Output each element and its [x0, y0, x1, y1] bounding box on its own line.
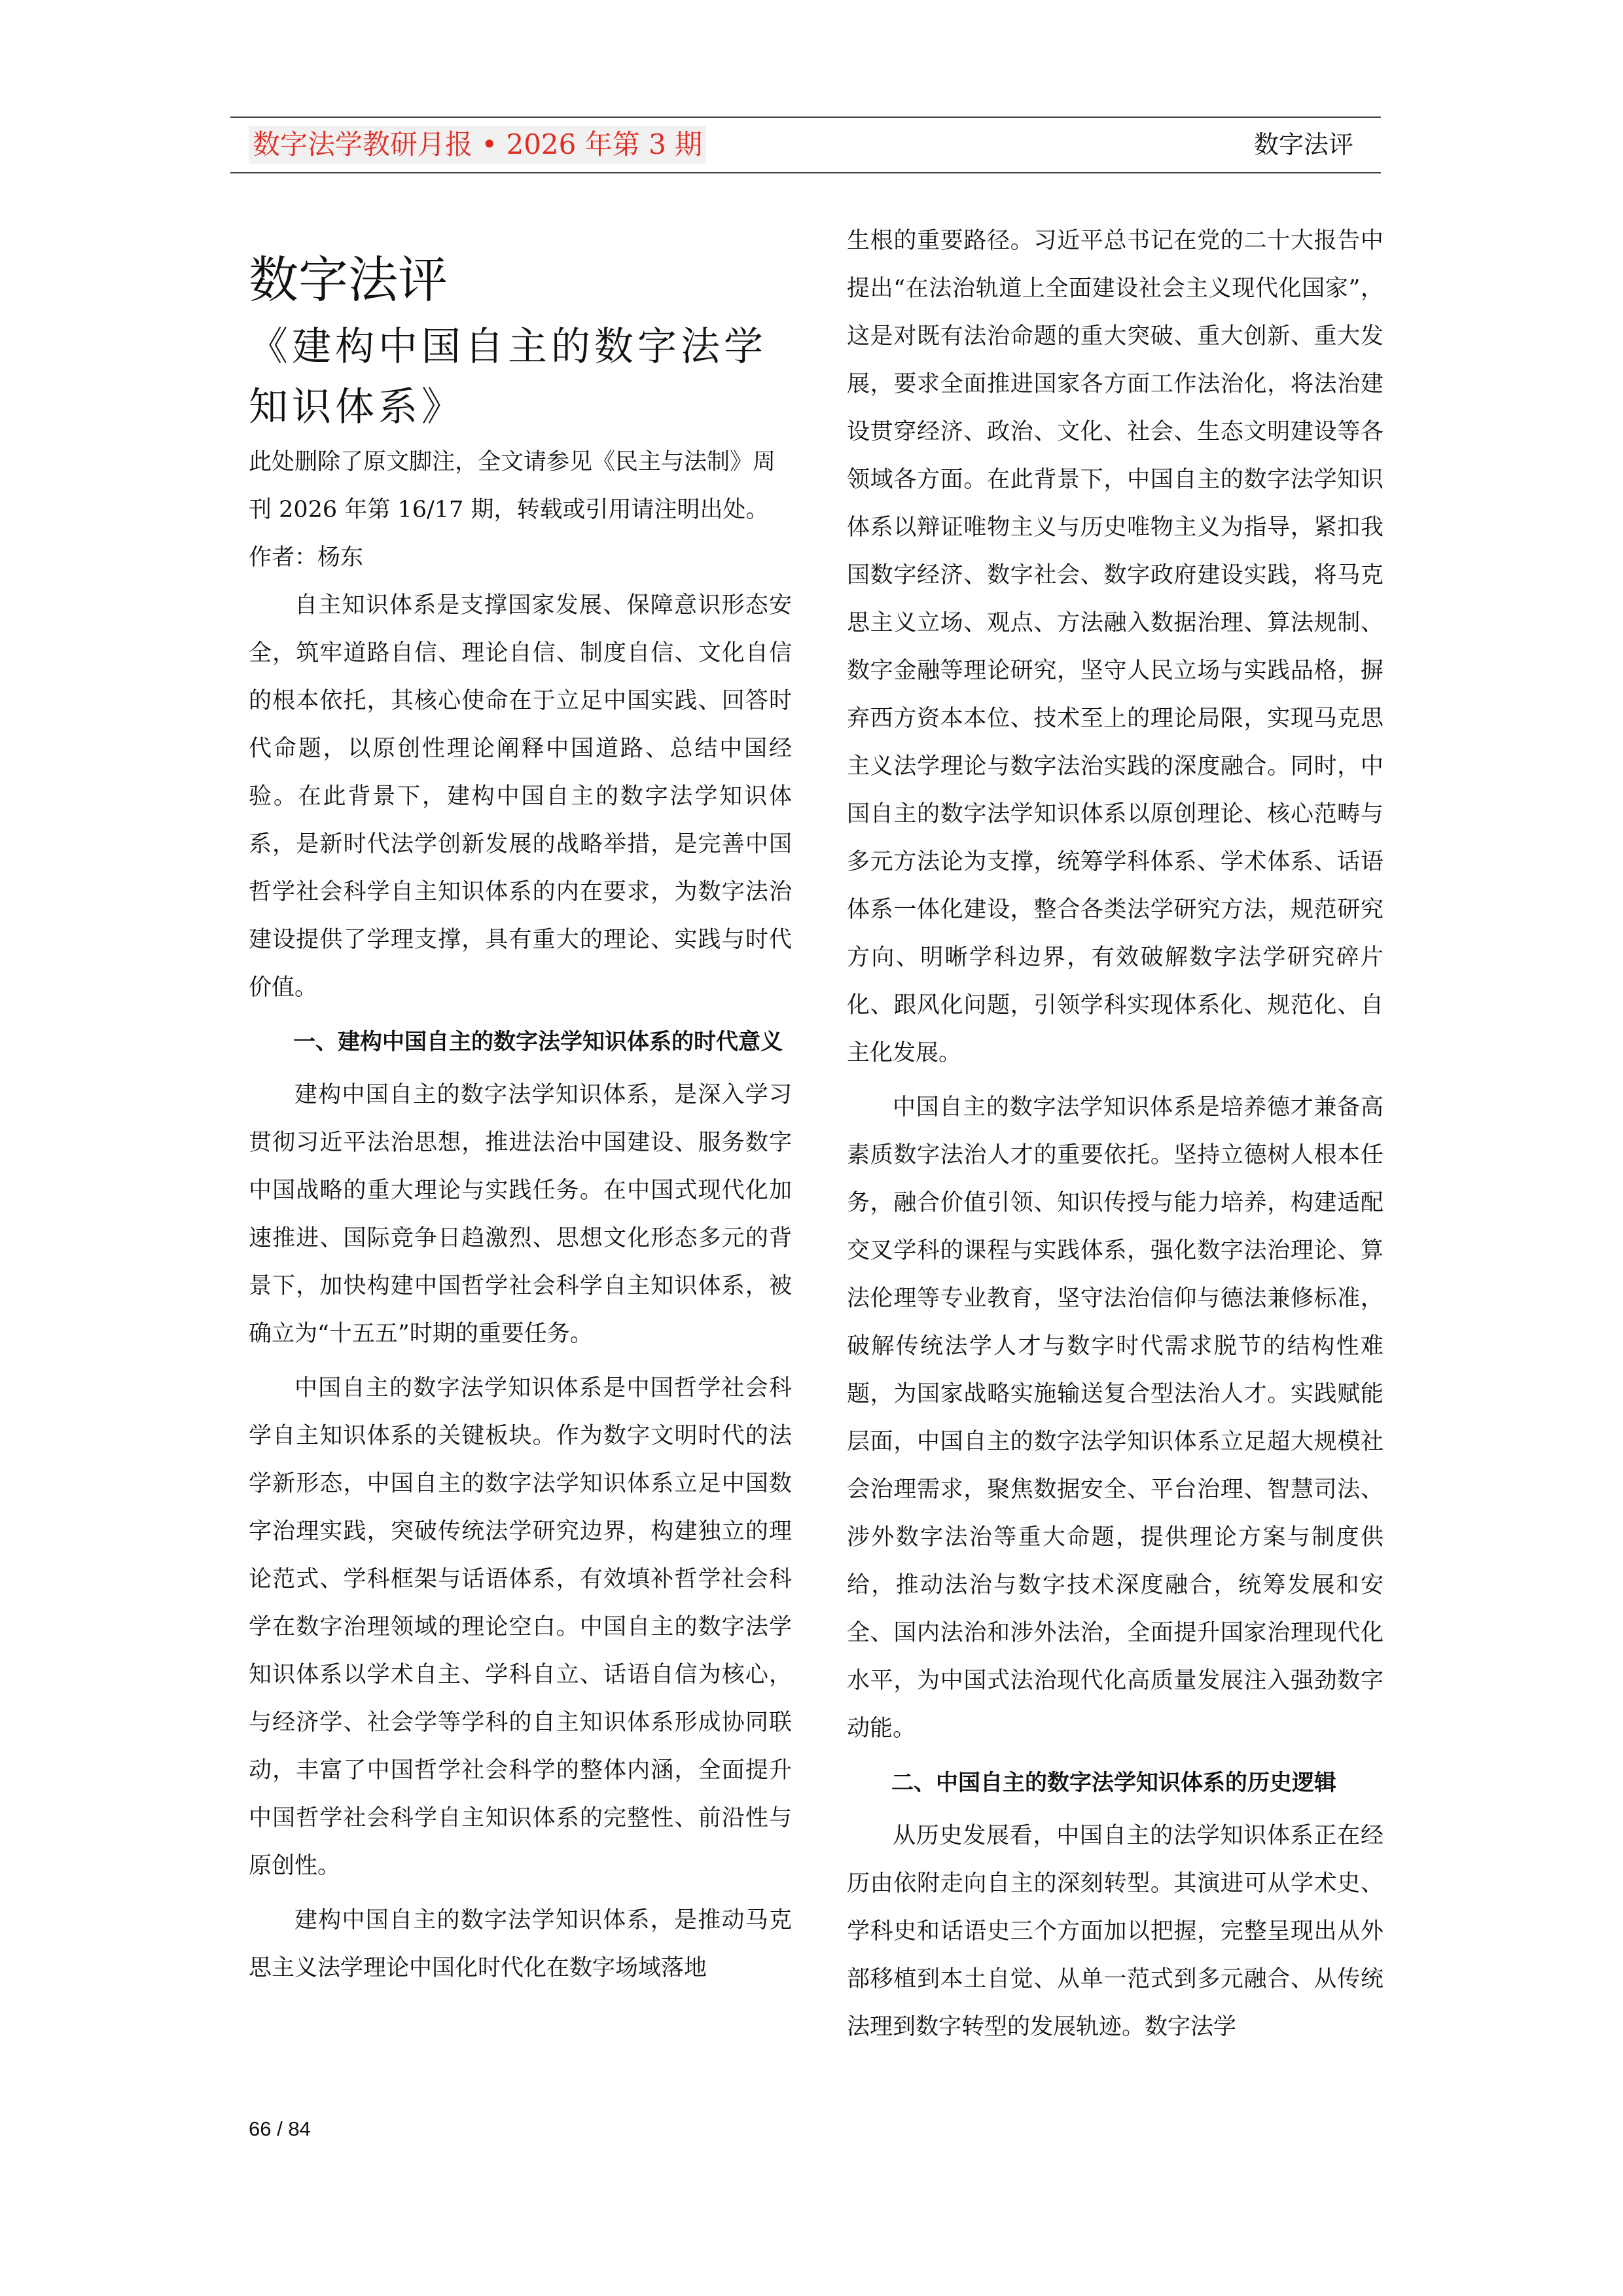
- section-name: 数字法评: [249, 251, 448, 309]
- header-bottom-rule: [230, 172, 1381, 173]
- paragraph: 中国自主的数字法学知识体系是培养德才兼备高素质数字法治人才的重要依托。坚持立德树人根本任务，融合价值引领、知识传授与能力培养，构建适配交叉学科的课程与实践体系，强化数字法治理论、算法伦理等专业教育，坚守法治信仰与德法兼修标准，破解传统法学人才与数字时代需求脱节的结构性难题，为国家战略实施输送复合型法治人才。实践赋能层面，中国自主的数字法学知识体系立足超大规模社会治理需求，聚焦数据安全、平台治理、智慧司法、涉外数字法治等重大命题，提供理论方案与制度供给，推动法治与数字技术深度融合，统筹发展和安全、国内法治和涉外法治，全面提升国家治理现代化水平，为中国式法治现代化高质量发展注入强劲数字动能。: [847, 1094, 1383, 1742]
- section-heading: 一、建构中国自主的数字法学知识体系的时代意义: [293, 1029, 783, 1055]
- paragraph: 建构中国自主的数字法学知识体系，是深入学习贯彻习近平法治思想，推进法治中国建设、服务数字中国战略的重大理论与实践任务。在中国式现代化加速推进、国际竞争日趋激烈、思想文化形态多元的背景下，加快构建中国哲学社会科学自主知识体系，被确立为“十五五”时期的重要任务。: [249, 1082, 792, 1347]
- page-number: 66 / 84: [249, 2117, 311, 2140]
- header-top-rule: [230, 117, 1381, 118]
- paragraph: 建构中国自主的数字法学知识体系，是推动马克思主义法学理论中国化时代化在数字场域落地: [249, 1907, 792, 1981]
- source-note: 此处删除了原文脚注，全文请参见《民主与法制》周刊 2026 年第 16/17 期，转载或引用请注明出处。: [249, 449, 776, 523]
- paragraph: 自主知识体系是支撑国家发展、保障意识形态安全，筑牢道路自信、理论自信、制度自信、文化自信的根本依托，其核心使命在于立足中国实践、回答时代命题，以原创性理论阐释中国道路、总结中国经验。在此背景下，建构中国自主的数字法学知识体系，是新时代法学创新发展的战略举措，是完善中国哲学社会科学自主知识体系的内在要求，为数字法治建设提供了学理支撑，具有重大的理论、实践与时代价值。: [249, 592, 792, 1001]
- author-line: 作者：杨东: [249, 545, 364, 571]
- journal-header: 数字法学教研月报 • 2026 年第 3 期: [249, 126, 706, 164]
- section-heading: 二、中国自主的数字法学知识体系的历史逻辑: [891, 1770, 1336, 1796]
- article-title: 《建构中国自主的数字法学知识体系》: [249, 324, 767, 430]
- paragraph: 中国自主的数字法学知识体系是中国哲学社会科学自主知识体系的关键板块。作为数字文明时代的法学新形态，中国自主的数字法学知识体系立足中国数字治理实践，突破传统法学研究边界，构建独立的理论范式、学科框架与话语体系，有效填补哲学社会科学在数字治理领域的理论空白。中国自主的数字法学知识体系以学术自主、学科自立、话语自信为核心，与经济学、社会学等学科的自主知识体系形成协同联动，丰富了中国哲学社会科学的整体内涵，全面提升中国哲学社会科学自主知识体系的完整性、前沿性与原创性。: [249, 1375, 792, 1879]
- paragraph-continued: 生根的重要路径。习近平总书记在党的二十大报告中提出“在法治轨道上全面建设社会主义现代化国家”，这是对既有法治命题的重大突破、重大创新、重大发展，要求全面推进国家各方面工作法治化，将法治建设贯穿经济、政治、文化、社会、生态文明建设等各领域各方面。在此背景下，中国自主的数字法学知识体系以辩证唯物主义与历史唯物主义为指导，紧扣我国数字经济、数字社会、数字政府建设实践，将马克思主义立场、观点、方法融入数据治理、算法规制、数字金融等理论研究，坚守人民立场与实践品格，摒弃西方资本本位、技术至上的理论局限，实现马克思主义法学理论与数字法治实践的深度融合。同时，中国自主的数字法学知识体系以原创理论、核心范畴与多元方法论为支撑，统筹学科体系、学术体系、话语体系一体化建设，整合各类法学研究方法，规范研究方向、明晰学科边界，有效破解数字法学研究碎片化、跟风化问题，引领学科实现体系化、规范化、自主化发展。: [847, 228, 1383, 1066]
- right-column: [847, 217, 1383, 2142]
- paragraph: 从历史发展看，中国自主的法学知识体系正在经历由依附走向自主的深刻转型。其演进可从学术史、学科史和话语史三个方面加以把握，完整呈现出从外部移植到本土自觉、从单一范式到多元融合、从传统法理到数字转型的发展轨迹。数字法学: [847, 1823, 1383, 2040]
- section-header: 数字法评: [1253, 130, 1353, 159]
- left-column: [249, 216, 792, 2140]
